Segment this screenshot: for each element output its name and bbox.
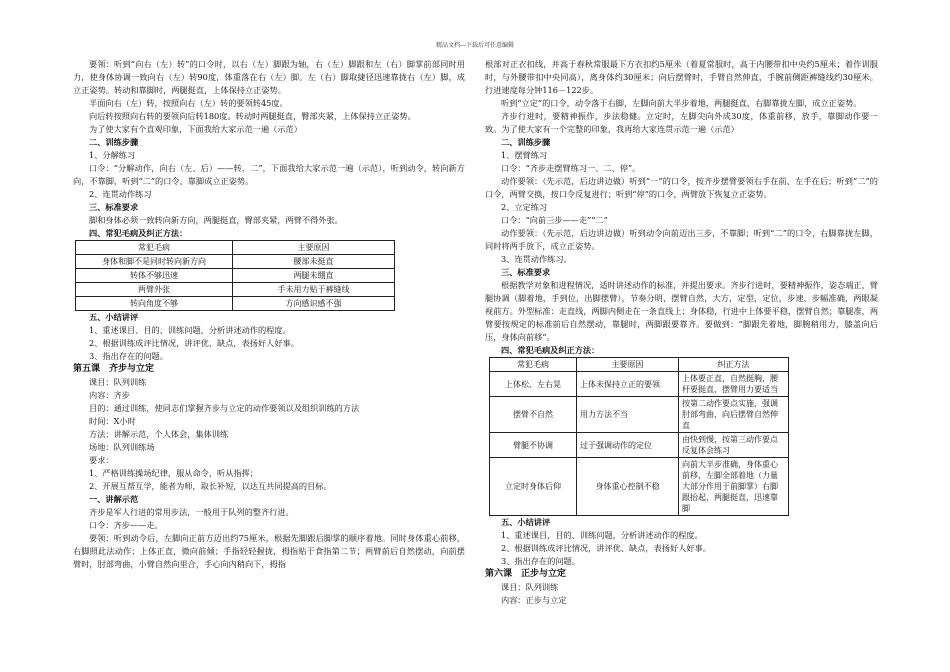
section-heading: 一、讲解示范 — [89, 494, 139, 504]
paragraph: 目的：通过训练，使同志们掌握齐步与立定的动作要领以及组织训练的方法 — [89, 403, 360, 413]
paragraph: 要领：听到“向右（左）转”的口令时，以右（左）脚跟为轴，右（左）脚跟和左（右）脚掌前部同时用力，使身体协调一致向右（左）转90度，体重落在右（左）脚。左（右）脚取捷径迅速靠拢右（左）脚，成立正姿势。转动和靠脚时，两腿挺直，上体保持立正姿势。 — [73, 59, 465, 95]
paragraph: 场地：队列训练场 — [89, 442, 155, 452]
faults-table — [75, 240, 395, 311]
table-cell: 身体和脚不是同时转向新方向 — [76, 255, 233, 269]
paragraph: 1、重述课目、目的、训练问题，分析讲述动作的程度。 — [89, 325, 291, 335]
table-cell: 上体未保持立正的要领 — [577, 372, 679, 397]
table-cell: 立定时身体后仰 — [490, 458, 577, 516]
paragraph: 动作要领：（先示范，后边讲边做）听到动令向前迈出三步，不靠脚；听到“二”的口令，右脚靠拢左脚，同时将两手放下，成立正姿势。 — [485, 228, 878, 251]
paragraph: 脚和身体必须一致转向新方向，两腿挺直，臀部夹紧，两臂不得外张。 — [89, 215, 343, 225]
table-cell: 上体松、左右晃 — [490, 372, 577, 397]
paragraph: 3、指出存在的问题。 — [89, 351, 168, 361]
table-header-cell: 主要原因 — [577, 358, 679, 372]
paragraph: 动作要领：（先示范，后边讲边做）听到“一”的口令，按齐步摆臂要领右手在前、左手在后；听到“二”的口令，两臂交换，按口令反复进行；听到“停”的口令，两臂放下恢复立正姿势。 — [485, 176, 878, 199]
faults-table — [489, 357, 789, 516]
section-heading: 五、小结讲评 — [89, 312, 139, 322]
table-cell: 腰部未挺直 — [233, 255, 395, 269]
paragraph: 2、根据训练成评比情况，讲评优、缺点，表扬好人好事。 — [89, 338, 299, 348]
paragraph: 根据教学对象和进程情况，适时讲述动作的标准，并提出要求。齐步行进时，要精神振作，姿态端正，臂腿协调（脚着地，手到位，出脚摆臂），节奏分明，摆臂自然，大方，定型，定位，步速，步幅准确，两眼凝视前方。外型标准：走直线，两脚内侧走在一条直线上；身体稳，行进中上体要平稳，摆臂自然；靠腿准，两臂要按规定的标准前后自然摆动，靠腿时，两脚跟要靠齐。要做到：“脚跟先着地，脚腕稍用力，膝盖向后压，身体向前移”。 — [485, 280, 879, 342]
paragraph: 2、根据训练成评比情况，讲评优、缺点，表扬好人好事。 — [501, 543, 711, 553]
paragraph: 2、开展互帮互学，能者为师，取长补短，以达互共同提高的目标。 — [89, 481, 332, 491]
paragraph: 时间：X小时 — [89, 416, 136, 426]
table-header-row — [76, 241, 395, 255]
paragraph: 2、连贯动作练习 — [89, 189, 152, 199]
section-heading: 四、常犯毛病及纠正方法： — [89, 228, 188, 238]
paragraph: 1、分解练习 — [89, 150, 136, 160]
table-row — [490, 433, 789, 458]
table-cell: 上体要正直，自然挺胸，腰杆要挺直，摆臂用力要适当 — [679, 372, 789, 397]
paragraph: 方法：讲解示范，个人体会，集体训练 — [89, 429, 229, 439]
table-cell: 按第二动作要点实施，强调肘部弯曲，向后摆臂自然伸直 — [679, 397, 789, 433]
paragraph: 1、严格训练操场纪律，服从命令，听从指挥； — [89, 468, 258, 478]
paragraph: 听到“立定”的口令，动令落于右脚，左脚向前大半步着地，两腿挺直，右脚靠拢左脚，成立正姿势。 — [501, 98, 862, 108]
table-row — [76, 283, 395, 297]
paragraph: 1、摆臂练习 — [501, 150, 548, 160]
table-cell: 臂腿不协调 — [490, 433, 577, 458]
paragraph: 2、立定练习 — [501, 202, 548, 212]
section-heading: 二、训练步骤 — [501, 137, 551, 147]
paragraph: 口令：“齐步走摆臂练习一、二、停”。 — [501, 163, 641, 173]
table-row — [76, 255, 395, 269]
table-cell: 身体重心控制不稳 — [577, 458, 679, 516]
table-row — [490, 397, 789, 433]
paragraph: 口令：齐步——走。 — [89, 520, 163, 530]
lesson-heading: 第六课 正步与立定 — [485, 569, 567, 579]
section-heading: 四、常犯毛病及纠正方法： — [501, 345, 600, 355]
lesson-heading: 第五课 齐步与立定 — [73, 364, 155, 374]
paragraph: 内容：齐步 — [89, 390, 130, 400]
table-header-cell: 常犯毛病 — [490, 358, 577, 372]
page-header: 精品文档---下载后可任意编辑 — [435, 42, 515, 49]
paragraph: 齐步行进时，要精神振作，步法稳健。立定时，左脚尖向外成30度，体重前移，放手，靠脚动作要一致。为了使大家有一个完整的印象，我再给大家连贯示范一遍（示范） — [485, 111, 878, 134]
paragraph: 向后转按照向右转的要领向后转180度。转动时两腿挺直，臀部夹紧，上体保持立正姿势。 — [89, 111, 416, 121]
paragraph: 要领：听到动令后，左脚向正前方迈出约75厘米，根据先脚跟后脚掌的顺序着地。同时身体重心前移，右脚照此法动作；上体正直，微向前倾；手指轻轻握拢，拇指贴于食指第二节；两臂前后自然摆动，向前摆臂时，肘部弯曲，小臂自然向里合，手心向内稍向下，拇指 — [73, 533, 465, 569]
paragraph: 3、指出存在的问题。 — [501, 556, 580, 566]
section-heading: 三、标准要求 — [501, 267, 551, 277]
table-cell: 用力方法不当 — [577, 397, 679, 433]
table-cell: 摆臂不自然 — [490, 397, 577, 433]
right-column — [485, 58, 878, 607]
table-cell: 两腿未绷直 — [233, 269, 395, 283]
table-cell: 方向感识感不强 — [233, 297, 395, 311]
table-cell: 过于强调动作的定位 — [577, 433, 679, 458]
paragraph: 为了使大家有个直观印象，下面我给大家示范一遍（示范） — [89, 124, 302, 134]
paragraph: 课目：队列训练 — [89, 377, 147, 387]
left-column — [73, 58, 465, 571]
paragraph: 半面向右（左）转，按照向右（左）转的要领转45度。 — [89, 98, 288, 108]
table-cell: 转向角度不够 — [76, 297, 233, 311]
paragraph: 要求： — [89, 455, 114, 465]
paragraph: 口令：“分解动作，向右（左、后）——转，二”，下面我给大家示范一遍（示范），听到动令，转向新方向，不靠脚，听到“二”的口令，靠脚成立正姿势。 — [73, 163, 465, 186]
section-heading: 五、小结讲评 — [501, 517, 551, 527]
section-heading: 二、训练步骤 — [89, 137, 139, 147]
table-cell: 向前大半步准确，身体重心前移，左脚全部着地（力量大部分作用于前脚掌）右脚跟抬起，两腿挺直，迅速靠脚 — [679, 458, 789, 516]
paragraph: 1、重述课目，目的、训练问题，分析讲述动作的程度。 — [501, 530, 703, 540]
table-header-cell: 纠正方法 — [679, 358, 789, 372]
section-heading: 三、标准要求 — [89, 202, 139, 212]
paragraph: 3、连贯动作练习。 — [501, 254, 572, 264]
table-row — [490, 372, 789, 397]
table-row — [76, 269, 395, 283]
paragraph: 内容：正步与立定 — [501, 595, 567, 605]
table-row — [76, 297, 395, 311]
paragraph: 齐步是军人行进的常用步法，一般用于队列的整齐行进。 — [89, 507, 294, 517]
table-cell: 由快到慢，按第三动作要点反复体会练习 — [679, 433, 789, 458]
paragraph: 根部对正衣扣线，并高于春秋常服最下方衣扣约5厘米（着夏常服时，高于内腰带扣中央约5厘米；着作训服时，与外腰带扣中央同高），离身体约30厘米；向后摆臂时，手臂自然伸直，手腕前侧距裤缝线约30厘米。行进速度每分钟116－122步。 — [485, 59, 878, 95]
table-header-row — [490, 358, 789, 372]
paragraph: 口令：“向前三步——走”“二” — [501, 215, 608, 225]
table-cell: 两臂外张 — [76, 283, 233, 297]
table-row — [490, 458, 789, 516]
paragraph: 课目：队列训练 — [501, 582, 559, 592]
table-cell: 转体不够迅速 — [76, 269, 233, 283]
table-cell: 手未用力贴于裤缝线 — [233, 283, 395, 297]
table-header-cell: 常犯毛病 — [76, 241, 233, 255]
table-header-cell: 主要原因 — [233, 241, 395, 255]
